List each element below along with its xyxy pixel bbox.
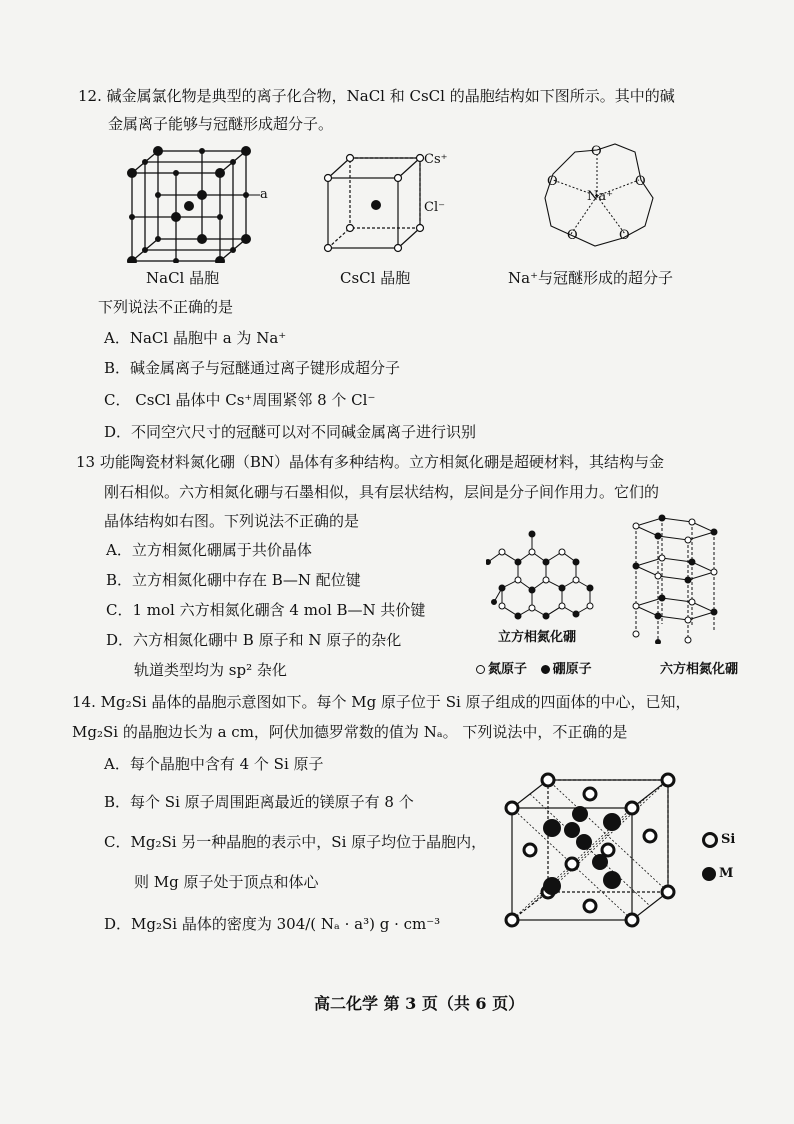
q12-option-c: C． CsCl 晶体中 Cs⁺周围紧邻 8 个 Cl⁻ <box>104 391 376 409</box>
q13-option-a: A．立方相氮化硼属于共价晶体 <box>106 541 312 559</box>
crown-ether-figure <box>535 138 665 258</box>
hexagonal-bn-caption: 六方相氮化硼 <box>660 662 739 677</box>
si-atom-legend-icon <box>702 832 718 848</box>
cubic-bn-caption: 立方相氮化硼 <box>498 630 577 645</box>
crown-o-1: O <box>591 144 602 159</box>
nacl-label-a: a <box>260 187 268 202</box>
q14-option-c: C．Mg₂Si 另一种晶胞的表示中，Si 原子均位于晶胞内， <box>104 833 487 851</box>
q14-option-b: B．每个 Si 原子周围距离最近的镁原子有 8 个 <box>104 793 414 811</box>
q13-option-b: B．立方相氮化硼中存在 B—N 配位键 <box>106 571 361 589</box>
cscl-cs-label: Cs⁺ <box>424 152 448 167</box>
q14-stem-line1: 14. Mg₂Si 晶体的晶胞示意图如下。每个 Mg 原子位于 Si 原子组成的四面体的中心，已知， <box>72 693 691 711</box>
cscl-cell-figure <box>320 148 430 258</box>
crown-na-label: Na⁺ <box>587 189 613 204</box>
q14-option-a: A．每个晶胞中含有 4 个 Si 原子 <box>104 755 324 773</box>
crown-o-5: O <box>567 228 578 243</box>
q14-stem-line2: Mg₂Si 的晶胞边长为 a cm，阿伏加德罗常数的值为 Nₐ。 下列说法中，不正确的是 <box>72 723 628 741</box>
mg2si-legend-mg <box>702 864 733 884</box>
cscl-caption: CsCl 晶胞 <box>340 269 411 287</box>
nacl-caption: NaCl 晶胞 <box>146 269 220 287</box>
q13-stem-line3: 晶体结构如右图。下列说法不正确的是 <box>104 512 360 530</box>
cubic-bn-figure <box>486 530 596 625</box>
mg2si-cell-figure <box>500 770 680 930</box>
q13-stem-line2: 刚石相似。六方相氮化硼与石墨相似，具有层状结构，层间是分子间作用力。它们的 <box>104 483 660 501</box>
legend-si-label: Si <box>721 832 736 847</box>
bn-legend <box>476 660 592 680</box>
legend-nitrogen-label: 氮原子 <box>488 662 528 677</box>
crown-o-4: O <box>619 228 630 243</box>
mg2si-legend-si <box>702 830 735 850</box>
q12-option-a: A．NaCl 晶胞中 a 为 Na⁺ <box>104 329 287 347</box>
nitrogen-legend-icon <box>476 665 485 674</box>
q12-stem-line1: 12. 碱金属氯化物是典型的离子化合物，NaCl 和 CsCl 的晶胞结构如下图所示。其中的碱 <box>78 87 675 105</box>
crown-o-3: O <box>547 174 558 189</box>
q13-option-d-line2: 轨道类型均为 sp² 杂化 <box>134 661 287 679</box>
q13-option-c: C．1 mol 六方相氮化硼含 4 mol B—N 共价键 <box>106 601 426 619</box>
q14-option-d: D．Mg₂Si 晶体的密度为 304/( Nₐ · a³) g · cm⁻³ <box>104 915 441 933</box>
nacl-cell-figure <box>120 145 270 263</box>
q12-stem-line2: 金属离子能够与冠醚形成超分子。 <box>108 115 334 133</box>
q12-option-d: D．不同空穴尺寸的冠醚可以对不同碱金属离子进行识别 <box>104 423 477 441</box>
cscl-cl-label: Cl⁻ <box>424 200 445 215</box>
q12-question: 下列说法不正确的是 <box>98 298 234 316</box>
q13-option-d: D．六方相氮化硼中 B 原子和 N 原子的杂化 <box>106 631 402 649</box>
hexagonal-bn-figure <box>622 514 722 644</box>
boron-legend-icon <box>541 665 550 674</box>
legend-boron-label: 硼原子 <box>552 662 592 677</box>
crown-o-2: O <box>635 174 646 189</box>
q12-option-b: B．碱金属离子与冠醚通过离子键形成超分子 <box>104 359 401 377</box>
q13-stem-line1: 13 功能陶瓷材料氮化硼（BN）晶体有多种结构。立方相氮化硼是超硬材料，其结构与金 <box>76 453 665 471</box>
page-footer: 高二化学 第 3 页（共 6 页） <box>314 994 525 1013</box>
q14-option-c-line2: 则 Mg 原子处于顶点和体心 <box>134 873 319 891</box>
crown-caption: Na⁺与冠醚形成的超分子 <box>508 269 673 287</box>
legend-mg-label: M <box>719 866 734 881</box>
mg-atom-legend-icon <box>702 867 716 881</box>
